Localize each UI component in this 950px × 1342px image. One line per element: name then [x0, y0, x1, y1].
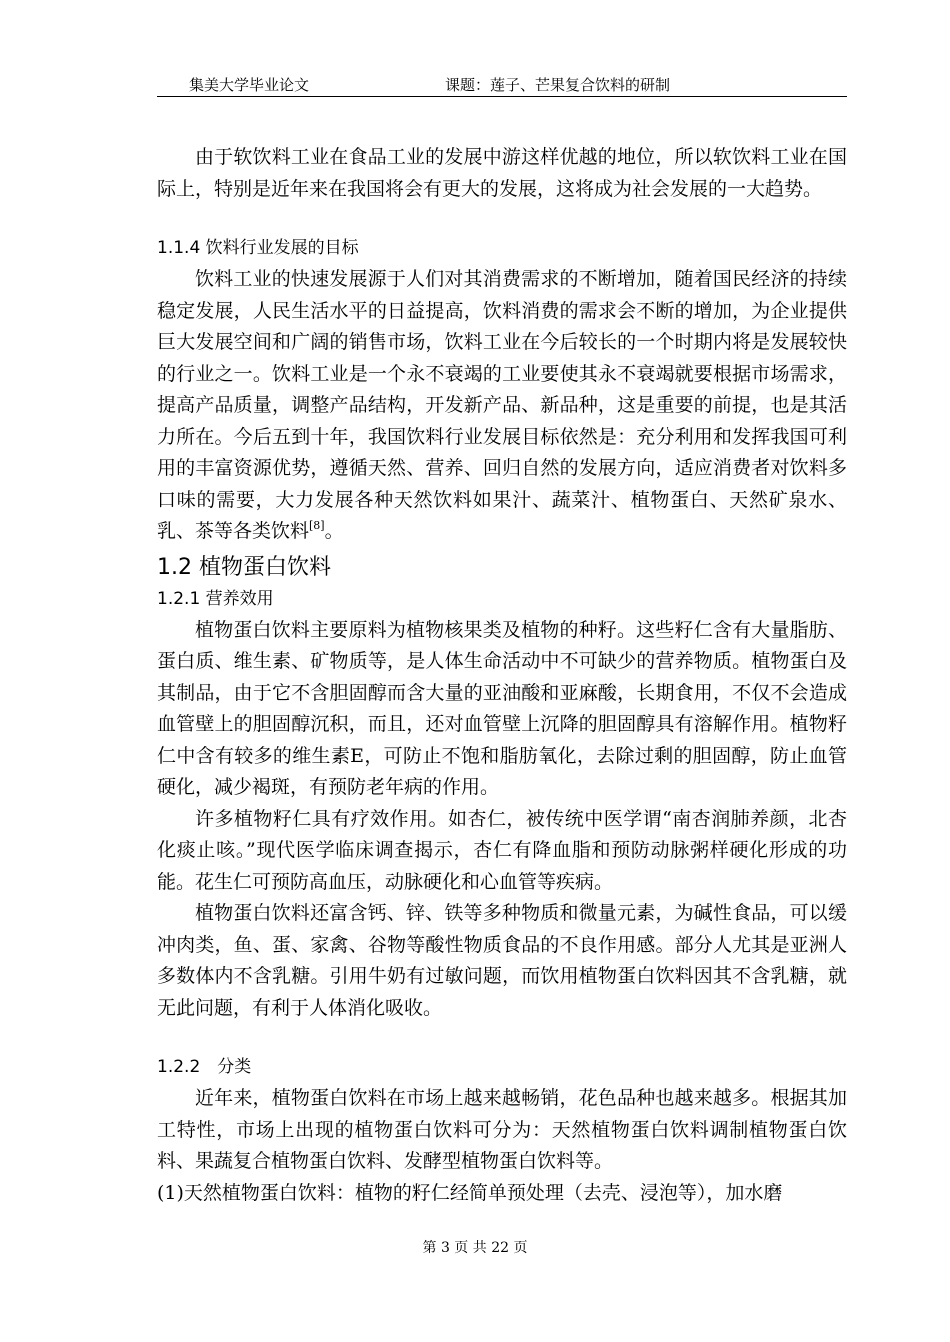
paragraph-minerals: 植物蛋白饮料还富含钙、锌、铁等多种物质和微量元素，为碱性食品，可以缓冲肉类，鱼、蛋、家禽、谷物等酸性物质食品的不良作用感。部分人尤其是亚洲人多数体内不含乳糖。引用牛奶有过敏问题，而饮用植物蛋白饮料因其不含乳糖，就无此问题，有利于人体消化吸收。 [157, 902, 847, 1019]
heading-1-2-2: 1.2.2 分类 [157, 1057, 252, 1077]
heading-1-2-1: 1.2.1 营养效用 [157, 588, 274, 609]
paragraph-therapeutic: 许多植物籽仁具有疗效作用。如杏仁，被传统中医学谓“南杏润肺养颜，北杏化痰止咳。”现代医学临床调查揭示，杏仁有降血脂和预防动脉粥样硬化形成的功能。花生仁可预防高血压，动脉硬化和心血管等疾病。 [157, 807, 847, 893]
page-footer: 第 3 页 共 22 页 [422, 1240, 528, 1256]
header-thesis-topic: 课题：莲子、芒果复合饮料的研制 [445, 76, 671, 94]
page-header [157, 74, 847, 97]
paragraph-soft-drink-trend: 由于软饮料工业在食品工业的发展中游这样优越的地位，所以软饮料工业在国际上，特别是近年来在我国将会有更大的发展，这将成为社会发展的一大趋势。 [157, 146, 847, 200]
header-school-title: 集美大学毕业论文 [189, 76, 310, 94]
paragraph-industry-goals [157, 264, 847, 548]
spacer [157, 205, 847, 233]
heading-1-2: 1.2 植物蛋白饮料 [157, 554, 331, 580]
paragraph-nutrition: 植物蛋白饮料主要原料为植物核果类及植物的种籽。这些籽仁含有大量脂肪、蛋白质、维生素、矿物质等，是人体生命活动中不可缺少的营养物质。植物蛋白及其制品，由于它不含胆固醇而含大量的亚油酸和亚麻酸，长期食用，不仅不会造成血管壁上的胆固醇沉积，而且，还对血管壁上沉降的胆固醇具有溶解作用。植物籽仁中含有较多的维生素E，可防止不饱和脂肪氧化，去除过剩的胆固醇，防止血管硬化，减少褐斑，有预防老年病的作用。 [157, 618, 847, 798]
spacer [157, 1024, 847, 1052]
paragraph-end-mark: 。 [324, 520, 344, 542]
paragraph-classification: 近年来，植物蛋白饮料在市场上越来越畅销，花色品种也越来越多。根据其加工特性，市场上出现的植物蛋白饮料可分为：天然植物蛋白饮料调制植物蛋白饮料、果蔬复合植物蛋白饮料、发酵型植物蛋白饮料等。 [157, 1087, 847, 1172]
heading-1-1-4: 1.1.4 饮料行业发展的目标 [157, 238, 359, 258]
citation-8: [8] [309, 519, 325, 532]
paragraph-natural-protein-drink: (1)天然植物蛋白饮料：植物的籽仁经简单预处理（去壳、浸泡等），加水磨 [157, 1181, 783, 1204]
page-body [157, 142, 847, 1209]
paragraph-industry-goals-text: 饮料工业的快速发展源于人们对其消费需求的不断增加，随着国民经济的持续稳定发展，人民生活水平的日益提高，饮料消费的需求会不断的增加，为企业提供巨大发展空间和广阔的销售市场，饮料工业在今后较长的一个时期内将是发展较快的行业之一。饮料工业是一个永不衰竭的工业要使其永不衰竭就要根据市场需求，提高产品质量，调整产品结构，开发新产品、新品种，这是重要的前提，也是其活力所在。今后五到十年，我国饮料行业发展目标依然是：充分利用和发挥我国可利用的丰富资源优势，遵循天然、营养、回归自然的发展方向，适应消费者对饮料多口味的需要，大力发展各种天然饮料如果汁、蔬菜汁、植物蛋白、天然矿泉水、乳、茶等各类饮料 [157, 268, 847, 542]
